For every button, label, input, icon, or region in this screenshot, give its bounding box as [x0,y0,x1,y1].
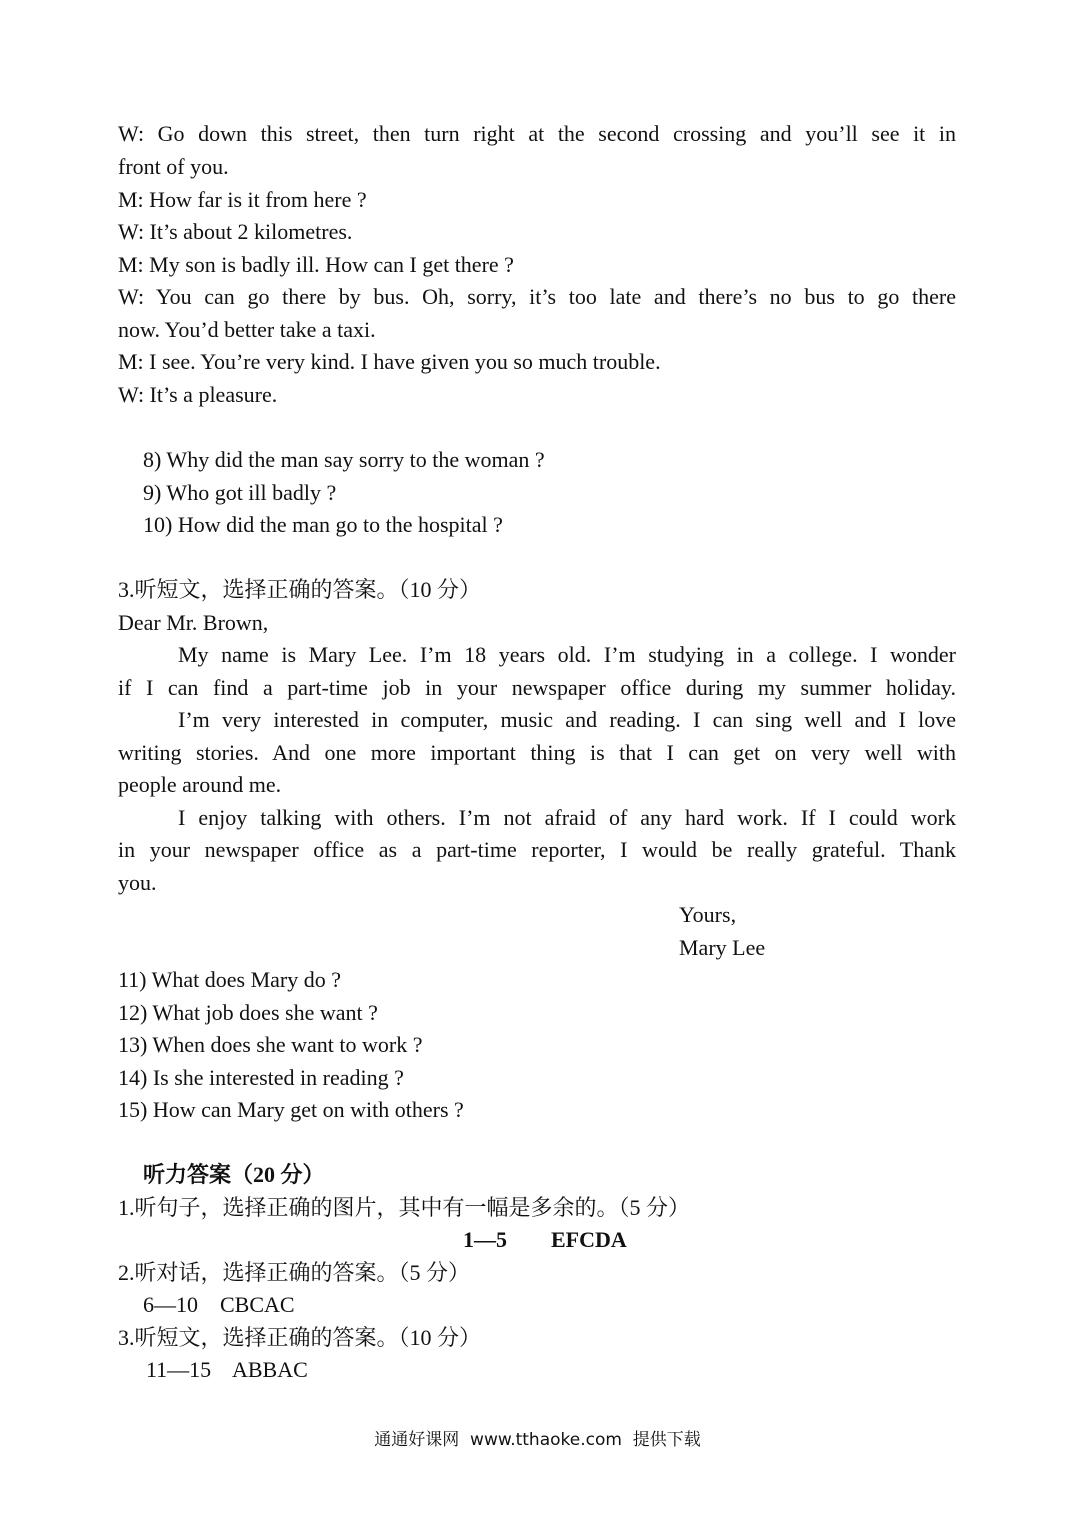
letter-signature: Mary Lee [679,935,766,960]
answers-part1-key: EFCDA [551,1227,627,1252]
dialogue-line: M: How far is it from here ? [118,187,367,212]
question-item: 14) Is she interested in reading ? [118,1065,404,1090]
answers-title: 听力答案（20 分） [143,1162,325,1187]
question-item: 9) Who got ill badly ? [143,480,337,505]
section-heading: 3.听短文，选择正确的答案。（10 分） [118,577,482,602]
letter-line: My name is Mary Lee. I’m 18 years old. I’m studying in a college. I wonder [178,642,956,667]
letter-line: people around me. [118,772,282,797]
question-item: 11) What does Mary do ? [118,967,341,992]
answers-part3-line: 11—15 ABBAC [146,1357,308,1382]
dialogue-line: W: It’s about 2 kilometres. [118,219,353,244]
letter-salutation: Dear Mr. Brown, [118,610,269,635]
answers-part2-line: 6—10 CBCAC [143,1292,295,1317]
answers-part1-heading: 1.听句子，选择正确的图片，其中有一幅是多余的。（5 分） [118,1195,691,1220]
dialogue-line: W: It’s a pleasure. [118,382,278,407]
dialogue-line: W: You can go there by bus. Oh, sorry, it’s too late and there’s no bus to go there [118,284,956,309]
question-item: 10) How did the man go to the hospital ? [143,512,503,537]
letter-closing: Yours, [679,902,737,927]
question-item: 8) Why did the man say sorry to the woman ? [143,447,545,472]
answers-part3-heading: 3.听短文，选择正确的答案。（10 分） [118,1325,482,1350]
question-item: 13) When does she want to work ? [118,1032,423,1057]
answers-part2-heading: 2.听对话，选择正确的答案。（5 分） [118,1260,471,1285]
page-footer: 通通好课网 www.tthaoke.com 提供下载 [374,1430,701,1450]
letter-line: you. [118,870,157,895]
answers-part1-range: 1—5 [463,1227,507,1252]
dialogue-line: W: Go down this street, then turn right at the second crossing and you’ll see it in [118,121,956,146]
dialogue-line: M: I see. You’re very kind. I have given you so much trouble. [118,349,661,374]
dialogue-line: now. You’d better take a taxi. [118,317,376,342]
dialogue-line: front of you. [118,154,229,179]
letter-line: if I can find a part-time job in your newspaper office during my summer holiday. [118,675,956,700]
letter-line: I’m very interested in computer, music and reading. I can sing well and I love [178,707,956,732]
question-item: 12) What job does she want ? [118,1000,378,1025]
dialogue-line: M: My son is badly ill. How can I get there ? [118,252,514,277]
question-item: 15) How can Mary get on with others ? [118,1097,464,1122]
letter-line: I enjoy talking with others. I’m not afraid of any hard work. If I could work [178,805,956,830]
letter-line: writing stories. And one more important thing is that I can get on very well with [118,740,956,765]
letter-line: in your newspaper office as a part-time reporter, I would be really grateful. Thank [118,837,956,862]
